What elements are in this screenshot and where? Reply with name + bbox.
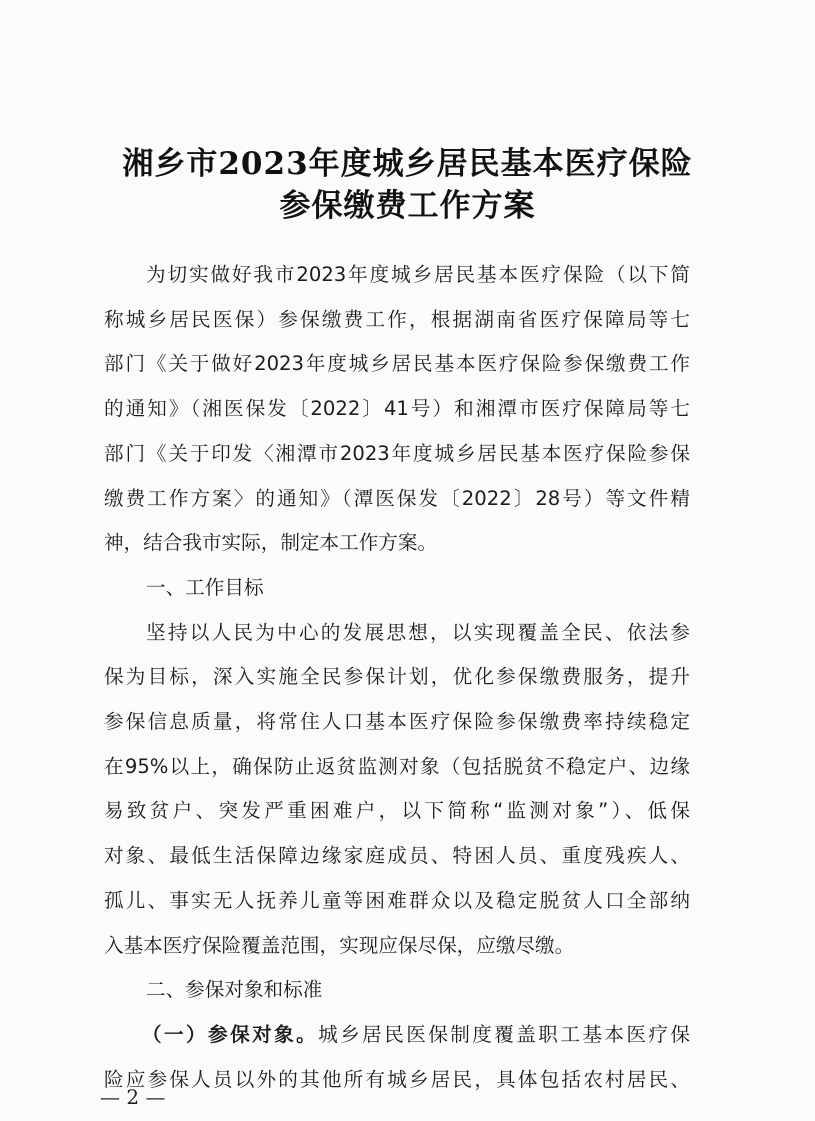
section1-line: 参保信息质量，将常住人口基本医疗保险参保缴费率持续稳定 — [104, 710, 690, 733]
subsection-1-line-2: 险应参保人员以外的其他所有城乡居民，具体包括农村居民、 — [104, 1068, 690, 1091]
intro-line: 部门《关于印发〈湘潭市2023年度城乡居民基本医疗保险参保 — [104, 442, 690, 465]
section1-line: 入基本医疗保险覆盖范围，实现应保尽保，应缴尽缴。 — [104, 934, 575, 957]
intro-line: 神，结合我市实际，制定本工作方案。 — [104, 531, 438, 554]
document-title-line-2: 参保缴费工作方案 — [279, 188, 536, 224]
section-heading-goals: 一、工作目标 — [146, 576, 264, 599]
section1-line: 保为目标，深入实施全民参保计划，优化参保缴费服务，提升 — [104, 665, 690, 688]
section1-line: 坚持以人民为中心的发展思想，以实现覆盖全民、依法参 — [146, 621, 690, 644]
intro-line: 部门《关于做好2023年度城乡居民基本医疗保险参保缴费工作 — [104, 352, 690, 375]
section-heading-targets: 二、参保对象和标准 — [146, 978, 323, 1001]
intro-line: 缴费工作方案〉的通知》（潭医保发〔2022〕28号）等文件精 — [104, 487, 690, 510]
subsection-1-line — [142, 1022, 690, 1048]
document-title-line-1: 湘乡市2023年度城乡居民基本医疗保险 — [122, 146, 693, 182]
section1-line: 对象、最低生活保障边缘家庭成员、特困人员、重度残疾人、 — [104, 844, 690, 867]
section1-line: 易致贫户、突发严重困难户，以下简称“监测对象”）、低保 — [104, 799, 690, 822]
section1-line: 孤儿、事实无人抚养儿童等困难群众以及稳定脱贫人口全部纳 — [104, 889, 690, 912]
section1-line: 在95%以上，确保防止返贫监测对象（包括脱贫不稳定户、边缘 — [104, 755, 690, 778]
intro-line: 为切实做好我市2023年度城乡居民基本医疗保险（以下简 — [146, 263, 690, 286]
subsection-1-label: （一）参保对象。 — [142, 1023, 319, 1046]
page-number: — 2 — — [100, 1085, 166, 1109]
intro-line: 的通知》（湘医保发〔2022〕41号）和湘潭市医疗保障局等七 — [104, 397, 690, 420]
intro-line: 称城乡居民医保）参保缴费工作，根据湖南省医疗保障局等七 — [104, 308, 690, 331]
subsection-1-text: 城乡居民医保制度覆盖职工基本医疗保 — [318, 1023, 691, 1046]
